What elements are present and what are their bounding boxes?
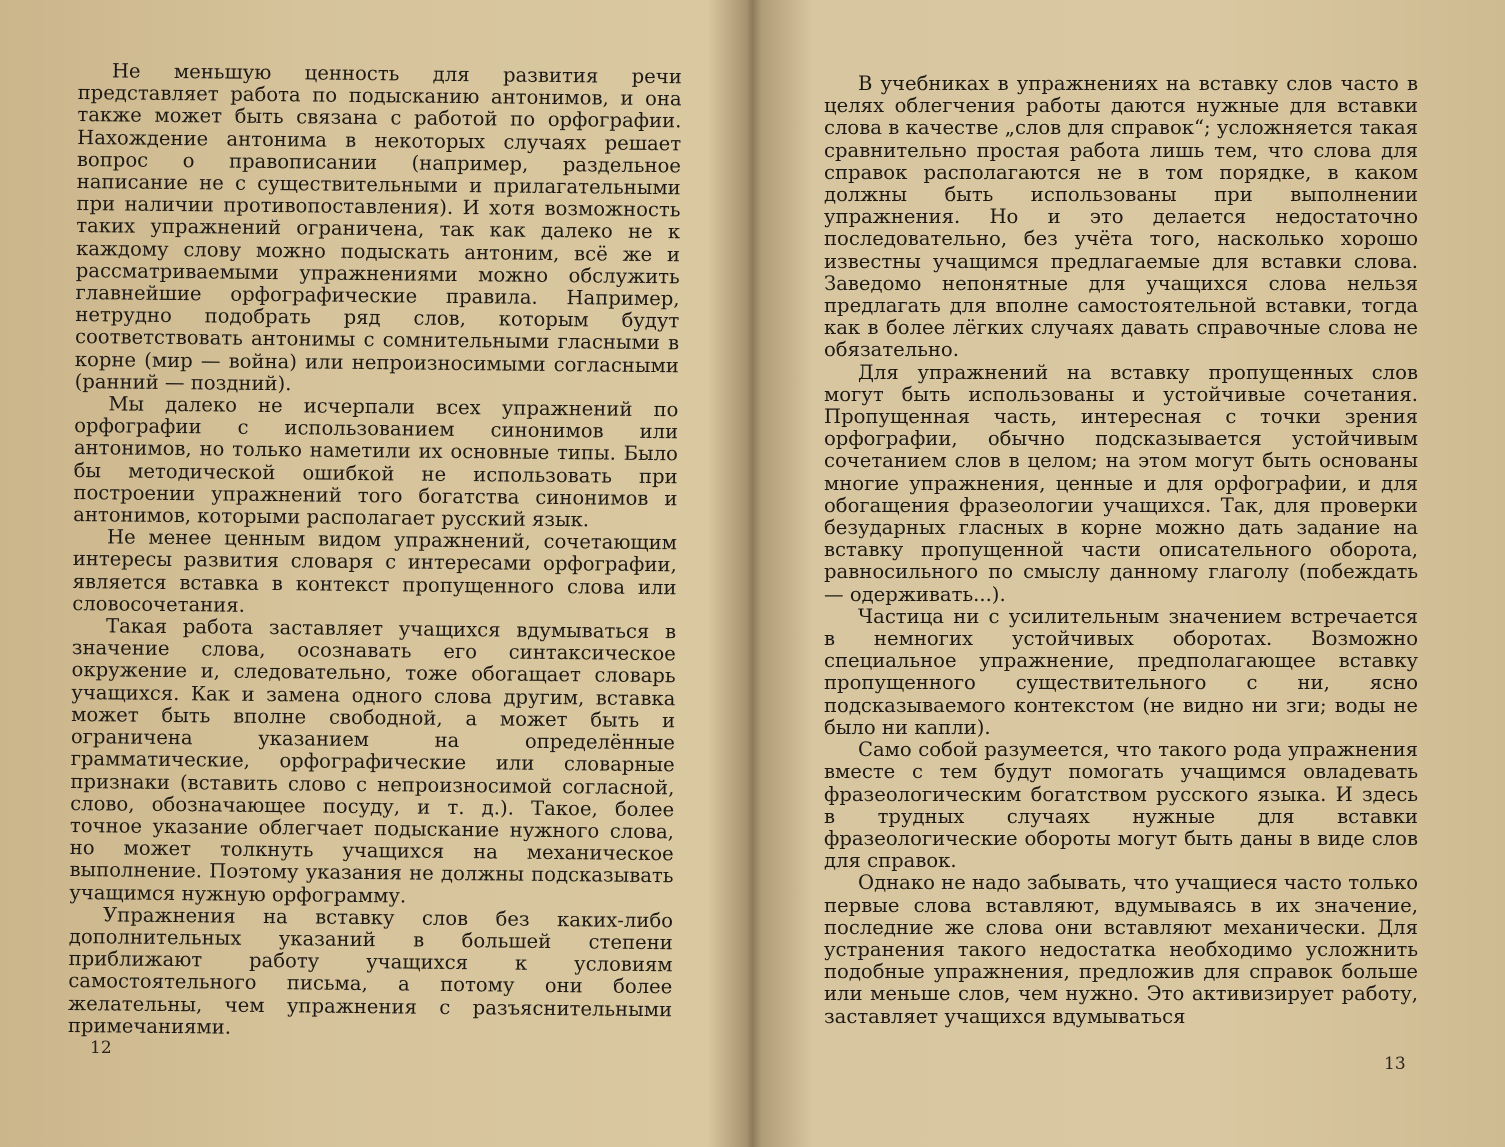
paragraph: Само собой разумеется, что такого рода упражнения вместе с тем будут помогать учащимся овладевать фразеологическим богатством русского языка. И здесь в трудных случаях нужные для вставки фразеологические обороты могут быть даны в виде слов для справок. xyxy=(824,738,1418,873)
page-number: 13 xyxy=(1384,1054,1406,1074)
paragraph: Однако не надо забывать, что учащиеся часто только первые слова вставляют, вдумываясь в их значение, последние же слова они вставляют механически. Для устранения такого недостатка необходимо усложнить подобные упражнения, предложив для справок больше или меньше слов, чем нужно. Это активизирует работу, заставляет учащихся вдумываться xyxy=(824,871,1418,1028)
paragraph: Упражнения на вставку слов без каких-либо дополнительных указаний в большей степени приближают работу учащихся к условиям самостоятельного письма, а потому они более желательны, чем упражнения с разъяснительными примечаниями. xyxy=(67,903,674,1039)
right-page-text xyxy=(824,73,1418,1028)
paragraph: Не меньшую ценность для развития речи представляет работа по подысканию антонимов, и она также может быть связана с работой по орфографии. Нахождение антонима в некоторых случаях решает вопрос о правописании (например, раздельное написание не с существительными и прилагательными при наличии противопоставления). И хотя возможность таких упражнений ограничена, так как далеко не к каждому слову можно подыскать антоним, всё же и рассматриваемыми упражнениями можно обслужить главнейшие орфографические правила. Например, нетрудно подобрать ряд слов, которым будут соответствовать антонимы с сомнительными гласными в корне (мир — война) или непроизносимыми согласными (ранний — поздний). xyxy=(74,59,682,396)
paragraph: В учебниках в упражнениях на вставку слов часто в целях облегчения работы даются нужные для вставки слова в качестве „слов для справок“; усложняется такая сравнительно простая работа лишь тем, что слова для справок располагаются не в том порядке, в каком должны быть использованы при выполнении упражнения. Но и это делается недостаточно последовательно, без учёта того, насколько хорошо известны учащимся предлагаемые для вставки слова. Заведомо непонятные для учащихся слова нельзя предлагать для вполне самостоятельной вставки, тогда как в более лёгких случаях давать справочные слова не обязательно. xyxy=(824,72,1418,362)
left-page xyxy=(0,0,748,1147)
right-page xyxy=(752,0,1505,1147)
paragraph: Частица ни с усилительным значением встречается в немногих устойчивых оборотах. Возможно специальное упражнение, предполагающее вставку пропущенного существительного с ни, ясно подсказываемого контекстом (не видно ни зги; воды не было ни капли). xyxy=(824,604,1418,739)
paragraph: Не менее ценным видом упражнений, сочетающим интересы развития словаря с интересами орфографии, является вставка в контекст пропущенного слова или словосочетания. xyxy=(72,525,678,617)
paragraph: Мы далеко не исчерпали всех упражнений по орфографии с использованием синонимов или антонимов, но только наметили их основные типы. Было бы методической ошибкой не использовать при построении упражнений того богатства синонимов и антонимов, которыми располагает русский язык. xyxy=(73,392,679,532)
left-page-text xyxy=(68,60,682,1043)
paragraph: Для упражнений на вставку пропущенных слов могут быть использованы и устойчивые сочетания. Пропущенная часть, интересная с точки зрения орфографии, обычно подсказывается устойчивым сочетанием слов в целом; на этом могут быть основаны многие упражнения, ценные и для орфографии, и для обогащения фразеологии учащихся. Так, для проверки безударных гласных в корне можно дать задание на вставку пропущенной части описательного оборота, равносильного по смыслу данному глаголу (побеждать — одерживать...). xyxy=(824,360,1418,606)
paragraph: Такая работа заставляет учащихся вдумываться в значение слова, осознавать его синтаксическое окружение и, следовательно, тоже обогащает словарь учащихся. Как и замена одного слова другим, вставка может быть вполне свободной, а может быть и ограничена указанием на определённые грамматические, орфографические или словарные признаки (вставить слово с непроизносимой согласной, слово, обозначающее посуду, и т. д.). Такое, более точное указание облегчает подыскание нужного слова, но может толкнуть учащихся на механическое выполнение. Поэтому указания не должны подсказывать учащимся нужную орфограмму. xyxy=(69,614,677,907)
page-number: 12 xyxy=(90,1038,112,1058)
